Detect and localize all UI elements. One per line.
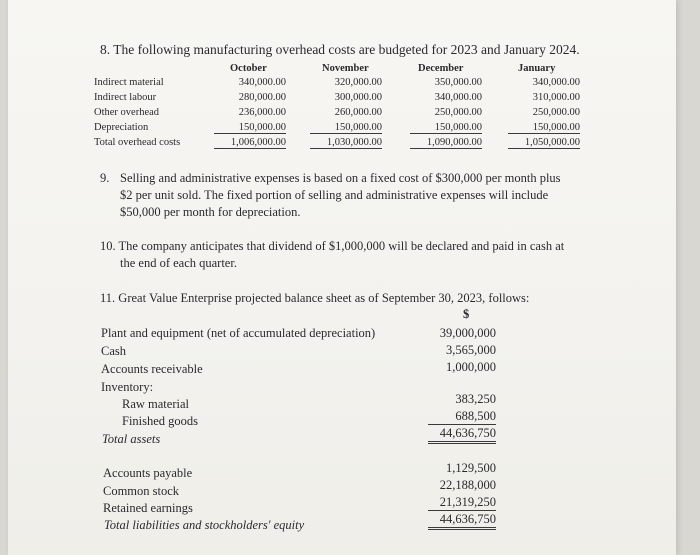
- col-header-december: December: [418, 63, 464, 74]
- bs-label-cash: Cash: [101, 344, 126, 358]
- bs-label-plant: Plant and equipment (net of accumulated depreciation): [101, 326, 376, 340]
- bs-label-accounts-payable: Accounts payable: [103, 466, 193, 480]
- row-label-indirect-labour: Indirect labour: [94, 92, 157, 103]
- bs-value: 39,000,000: [439, 326, 496, 340]
- cell: 300,000.00: [334, 92, 382, 103]
- col-header-november: November: [322, 63, 369, 74]
- cell: 260,000.00: [334, 107, 382, 118]
- col-header-october: October: [230, 63, 267, 74]
- bs-label-total-liabilities-equity: Total liabilities and stockholders' equity: [104, 518, 305, 532]
- bs-label-raw-material: Raw material: [122, 397, 189, 411]
- cell: 320,000.00: [334, 77, 382, 88]
- q9-line-2: $2 per unit sold. The fixed portion of selling and administrative expenses will include: [120, 188, 549, 202]
- q10-line-1: 10. The company anticipates that dividend of $1,000,000 will be declared and paid in cash at: [100, 239, 565, 253]
- q9-line-1: Selling and administrative expenses is based on a fixed cost of $300,000 per month plus: [120, 171, 561, 185]
- cell: 280,000.00: [238, 92, 286, 103]
- cell: 250,000.00: [434, 107, 482, 118]
- bs-label-inventory: Inventory:: [101, 380, 154, 394]
- bs-value: 383,250: [455, 392, 496, 406]
- cell: 340,000.00: [532, 77, 580, 88]
- currency-symbol: $: [463, 307, 470, 321]
- cell: 310,000.00: [532, 92, 580, 103]
- cell: 150,000.00: [410, 122, 482, 134]
- q9-number: 9.: [100, 171, 110, 185]
- bs-label-retained-earnings: Retained earnings: [103, 501, 193, 515]
- cell: 150,000.00: [310, 122, 382, 134]
- cell: 350,000.00: [434, 77, 482, 88]
- cell: 1,090,000.00: [410, 137, 482, 149]
- bs-total-assets-value: 44,636,750: [428, 426, 496, 444]
- bs-label-finished-goods: Finished goods: [122, 414, 199, 428]
- bs-value: 1,129,500: [446, 461, 496, 475]
- bs-label-receivables: Accounts receivable: [101, 362, 203, 376]
- row-label-depreciation: Depreciation: [94, 122, 149, 133]
- cell: 1,050,000.00: [508, 137, 580, 149]
- bs-value: 22,188,000: [439, 478, 496, 492]
- q10-line-2: the end of each quarter.: [120, 256, 237, 270]
- col-header-january: January: [518, 63, 556, 74]
- bs-label-total-assets: Total assets: [102, 432, 161, 446]
- bs-value: 1,000,000: [446, 360, 496, 374]
- cell: 250,000.00: [532, 107, 580, 118]
- q11-title: 11. Great Value Enterprise projected balance sheet as of September 30, 2023, follows:: [100, 291, 530, 305]
- bs-value: 3,565,000: [446, 343, 496, 357]
- document-page: [8, 0, 676, 555]
- bs-total-liabilities-value: 44,636,750: [428, 512, 496, 530]
- cell: 236,000.00: [238, 107, 286, 118]
- q8-heading: 8. The following manufacturing overhead costs are budgeted for 2023 and January 2024.: [100, 42, 580, 57]
- row-label-total-overhead: Total overhead costs: [94, 137, 181, 148]
- cell: 150,000.00: [214, 122, 286, 134]
- bs-value: 21,319,250: [428, 495, 496, 511]
- row-label-other-overhead: Other overhead: [94, 107, 160, 118]
- cell: 340,000.00: [238, 77, 286, 88]
- q9-line-3: $50,000 per month for depreciation.: [120, 205, 301, 219]
- row-label-indirect-material: Indirect material: [94, 77, 164, 88]
- cell: 1,030,000.00: [310, 137, 382, 149]
- cell: 1,006,000.00: [214, 137, 286, 149]
- bs-label-common-stock: Common stock: [103, 484, 180, 498]
- cell: 150,000.00: [508, 122, 580, 134]
- cell: 340,000.00: [434, 92, 482, 103]
- bs-value: 688,500: [428, 409, 496, 425]
